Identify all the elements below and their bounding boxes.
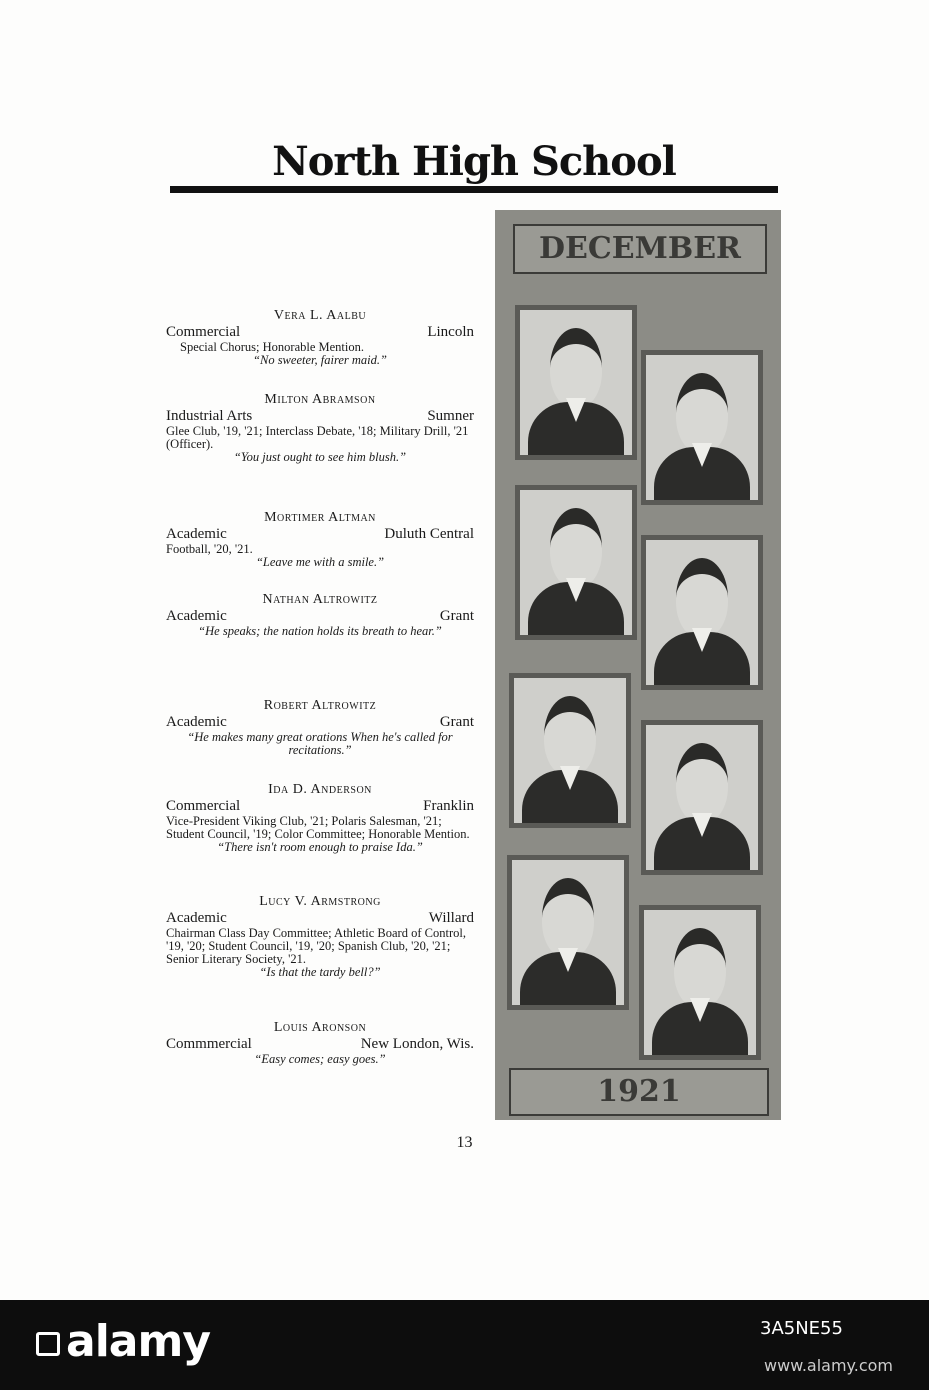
quote: “He makes many great orations When he's called for recitations.”: [187, 730, 453, 757]
page-title: North High School: [272, 138, 676, 185]
entry: [166, 782, 474, 854]
quote: “He speaks; the nation holds its breath to hear.”: [198, 624, 442, 638]
course: Academic: [166, 714, 227, 730]
course: Industrial Arts: [166, 408, 253, 424]
entry: [166, 894, 474, 979]
school: Lincoln: [427, 324, 474, 340]
school: Grant: [439, 714, 474, 730]
course: Academic: [166, 526, 227, 542]
image-id: 3A5NE55: [760, 1318, 843, 1339]
site-url: www.alamy.com: [764, 1356, 893, 1375]
panel-month: DECEMBER: [513, 224, 767, 274]
student-name: Vera L. Aalbu: [273, 308, 367, 323]
entry: [166, 1020, 474, 1066]
entry: [166, 698, 474, 757]
school: Grant: [439, 608, 474, 624]
student-name: Milton Abramson: [264, 392, 376, 407]
student-photo: [641, 720, 763, 875]
entry: [166, 308, 474, 367]
quote: “No sweeter, fairer maid.”: [253, 353, 387, 367]
student-name: Robert Altrowitz: [263, 698, 377, 713]
activities: Chairman Class Day Committee; Athletic Board of Control, '19, '20; Student Council, '19, '20; Spanish Club, '20, '21; Senior Literary Society, '21.: [166, 926, 466, 966]
quote: “Is that the tardy bell?”: [259, 965, 381, 979]
quote: “There isn't room enough to praise Ida.”: [217, 840, 423, 854]
student-name: Ida D. Anderson: [268, 782, 372, 797]
student-photo: [507, 855, 629, 1010]
school: New London, Wis.: [360, 1036, 474, 1052]
student-photo: [641, 535, 763, 690]
page-number: 13: [456, 1134, 473, 1151]
course: Commercial: [166, 324, 241, 340]
student-name: Louis Aronson: [273, 1020, 367, 1035]
school: Willard: [428, 910, 474, 926]
school: Franklin: [423, 798, 474, 814]
student-photo: [639, 905, 761, 1060]
student-name: Nathan Altrowitz: [262, 592, 378, 607]
course: Commercial: [166, 798, 241, 814]
quote: “Leave me with a smile.”: [255, 555, 385, 569]
school: Duluth Central: [384, 526, 474, 542]
student-photo: [509, 673, 631, 828]
entry: [166, 510, 474, 569]
watermark-bar: [0, 1300, 929, 1390]
course: Academic: [166, 910, 227, 926]
student-name: Lucy V. Armstrong: [259, 894, 381, 909]
photo-panel: [495, 210, 781, 1120]
student-photo: [515, 485, 637, 640]
student-photo: [641, 350, 763, 505]
title-rule: [170, 186, 778, 193]
student-name: Mortimer Altman: [264, 510, 376, 525]
brand-logo: [36, 1316, 210, 1367]
course: Commmercial: [166, 1036, 252, 1052]
school: Sumner: [427, 408, 474, 424]
entry: [166, 392, 474, 464]
course: Academic: [166, 608, 227, 624]
student-photo: [515, 305, 637, 460]
activities: Football, '20, '21.: [166, 542, 253, 556]
entry: [166, 592, 474, 638]
quote: “Easy comes; easy goes.”: [254, 1052, 386, 1066]
panel-year: 1921: [509, 1068, 769, 1116]
quote: “You just ought to see him blush.”: [233, 450, 407, 464]
brand-text: alamy: [66, 1316, 210, 1367]
activities: Special Chorus; Honorable Mention.: [180, 340, 364, 354]
activities: Glee Club, '19, '21; Interclass Debate, '18; Military Drill, '21 (Officer).: [166, 424, 469, 451]
brand-icon: [36, 1332, 60, 1356]
activities: Vice-President Viking Club, '21; Polaris Salesman, '21; Student Council, '19; Color Committee; Honorable Mention.: [166, 814, 470, 841]
